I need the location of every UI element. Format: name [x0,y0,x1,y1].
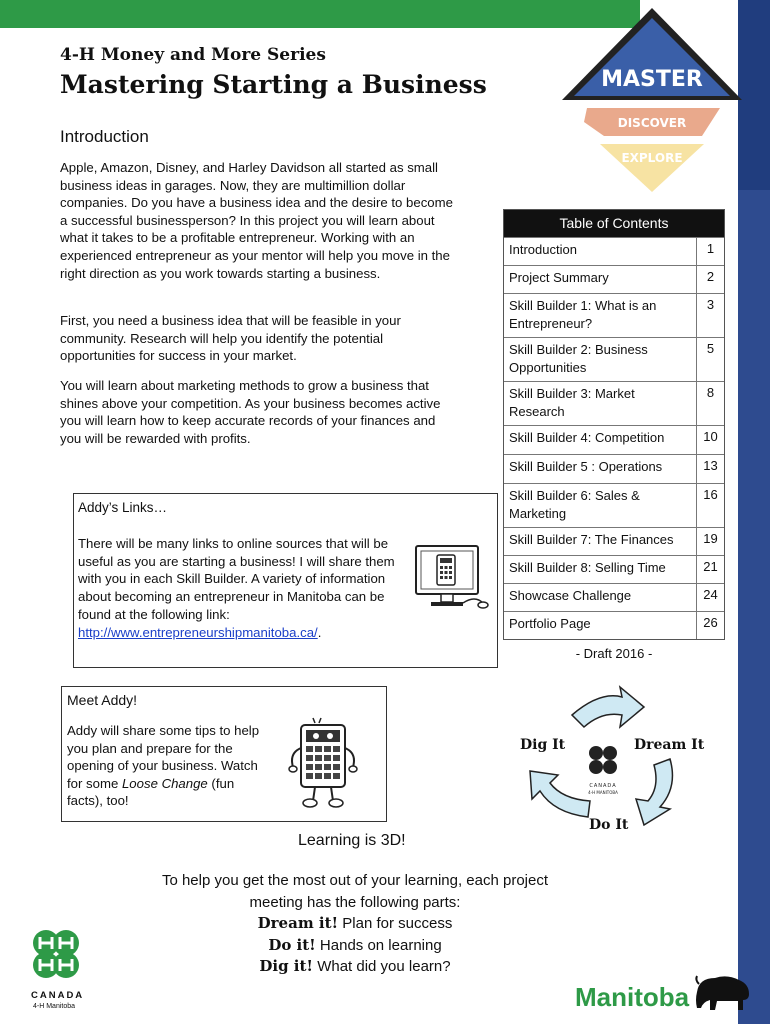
toc-row-title: Skill Builder 2: Business Opportunities [504,338,697,381]
toc-row[interactable] [504,337,724,381]
cycle-arrow-left [530,771,590,817]
toc-row-page: 26 [703,615,718,630]
toc-row-page: 1 [706,241,715,256]
toc-row[interactable] [504,583,724,611]
table-of-contents [503,209,725,640]
learning-3d-parts [150,870,560,978]
toc-row[interactable] [504,454,724,483]
do-it-line [150,935,560,957]
cycle-arrow-right [636,759,672,825]
toc-row[interactable] [504,483,724,527]
badge-master-label: MASTER [601,67,703,92]
do-it-text: Hands on learning [315,936,442,954]
cycle-logo-sub: 4-H MANITOBA [588,790,618,795]
toc-row[interactable] [504,611,724,639]
dream-it-line [150,913,560,935]
addys-links-period: . [317,624,322,640]
toc-row[interactable] [504,237,724,265]
toc-row[interactable] [504,293,724,337]
toc-row-title: Portfolio Page [504,612,697,639]
dig-it-line [150,956,560,978]
toc-row-title: Skill Builder 3: Market Research [504,382,697,425]
toc-row-title: Skill Builder 8: Selling Time [504,556,697,583]
cycle-clover-logo [589,746,617,774]
loose-change-label: Loose Change [121,775,208,791]
toc-row-page: 21 [703,559,718,574]
toc-row-title: Project Summary [504,266,697,293]
intro-paragraph-1: Apple, Amazon, Disney, and Harley Davidson all started as small business ideas in garages. Now, they are multimillion dollar companies. Do you have a business idea and the desire to become a successful businessperson? In this project you will learn about what it takes to be a profitable entrepreneur. Working with an experienced entrepreneur as your mentor will help you move in the right direction as you work towards starting a business. [60,160,453,281]
toc-row-title: Skill Builder 6: Sales & Marketing [504,484,697,527]
4h-clover-logo-icon [26,925,86,990]
toc-row-title: Skill Builder 5 : Operations [504,455,697,483]
cycle-dig-it-label: Dig It [520,737,566,753]
do-it-bold: Do it! [268,935,316,954]
toc-row[interactable] [504,381,724,425]
meet-addy-title: Meet Addy! [67,692,138,708]
entrepreneurship-manitoba-link[interactable]: http://www.entrepreneurshipmanitoba.ca/ [78,624,318,640]
series-title: 4-H Money and More Series [60,45,326,65]
toc-row-title: Skill Builder 7: The Finances [504,528,697,555]
addys-links-body: There will be many links to online sources that will be useful as you are starting a business! I will share them with you in each Skill Builder. A variety of information about becoming an entrepreneur in Manitoba can be found at the following link: [78,536,395,622]
toc-row-page: 19 [703,531,718,546]
toc-row[interactable] [504,555,724,583]
toc-row[interactable] [504,265,724,293]
level-badge [552,0,752,200]
computer-monitor-icon [413,543,493,613]
toc-row[interactable] [504,425,724,454]
dream-it-bold: Dream it! [257,914,339,932]
intro-paragraph-3: You will learn about marketing methods to grow a business that shines above your competition. As your business becomes active you will learn how to keep accurate records of your finances and you will be rewarded with profits. [60,378,441,446]
toc-row-title: Introduction [504,238,697,265]
meet-addy-text-end: (fun facts), too! [67,775,235,809]
header-green-bar [0,0,640,28]
toc-row-page: 5 [706,341,715,356]
intro-paragraph-2: First, you need a business idea that will be feasible in your community. Research will help you identify the potential opportunities for success in your market. [60,313,401,364]
dig-it-text: What did you learn? [313,958,451,975]
dream-it-text: Plan for success [338,915,453,932]
toc-row-page: 8 [706,385,715,400]
meet-addy-text [67,722,267,810]
bison-icon [693,970,753,1015]
addys-links-title: Addy’s Links… [78,500,168,515]
toc-row-title: Showcase Challenge [504,584,697,611]
toc-row-page: 10 [703,429,718,444]
draft-label: - Draft 2016 - [575,646,653,661]
page-title: Mastering Starting a Business [60,70,487,99]
addy-calculator-mascot-icon [285,713,365,813]
toc-row[interactable] [504,527,724,555]
toc-heading: Table of Contents [504,210,724,237]
toc-row-page: 2 [706,269,715,284]
intro-heading: Introduction [60,127,149,146]
addys-links-text [78,535,408,641]
learning-3d-heading: Learning is 3D! [298,832,406,849]
footer-canada-label: CANADA [31,990,85,1001]
footer-4h-manitoba-label: 4-H Manitoba [33,1003,76,1010]
toc-row-page: 3 [706,297,715,312]
dig-it-bold: Dig it! [259,957,314,975]
toc-row-page: 16 [703,487,718,502]
cycle-do-it-label: Do It [589,817,629,833]
toc-row-page: 24 [703,587,718,602]
learning-3d-intro: To help you get the most out of your learning, each project meeting has the following parts: [161,872,549,911]
dream-do-dig-cycle-diagram [510,683,720,838]
badge-discover-label: DISCOVER [617,116,687,130]
meet-addy-text-start: Addy will share some tips to help you plan and prepare for the opening of your business. Watch for some [67,723,260,791]
toc-row-page: 13 [703,458,718,473]
badge-explore-label: EXPLORE [621,151,683,165]
cycle-logo-canada: CANADA [589,783,617,789]
toc-row-title: Skill Builder 4: Competition [504,426,697,454]
cycle-arrow-top [572,687,644,727]
cycle-dream-it-label: Dream It [634,737,705,753]
manitoba-wordmark: Manitoba [575,982,690,1012]
toc-row-title: Skill Builder 1: What is an Entrepreneur? [504,294,697,337]
